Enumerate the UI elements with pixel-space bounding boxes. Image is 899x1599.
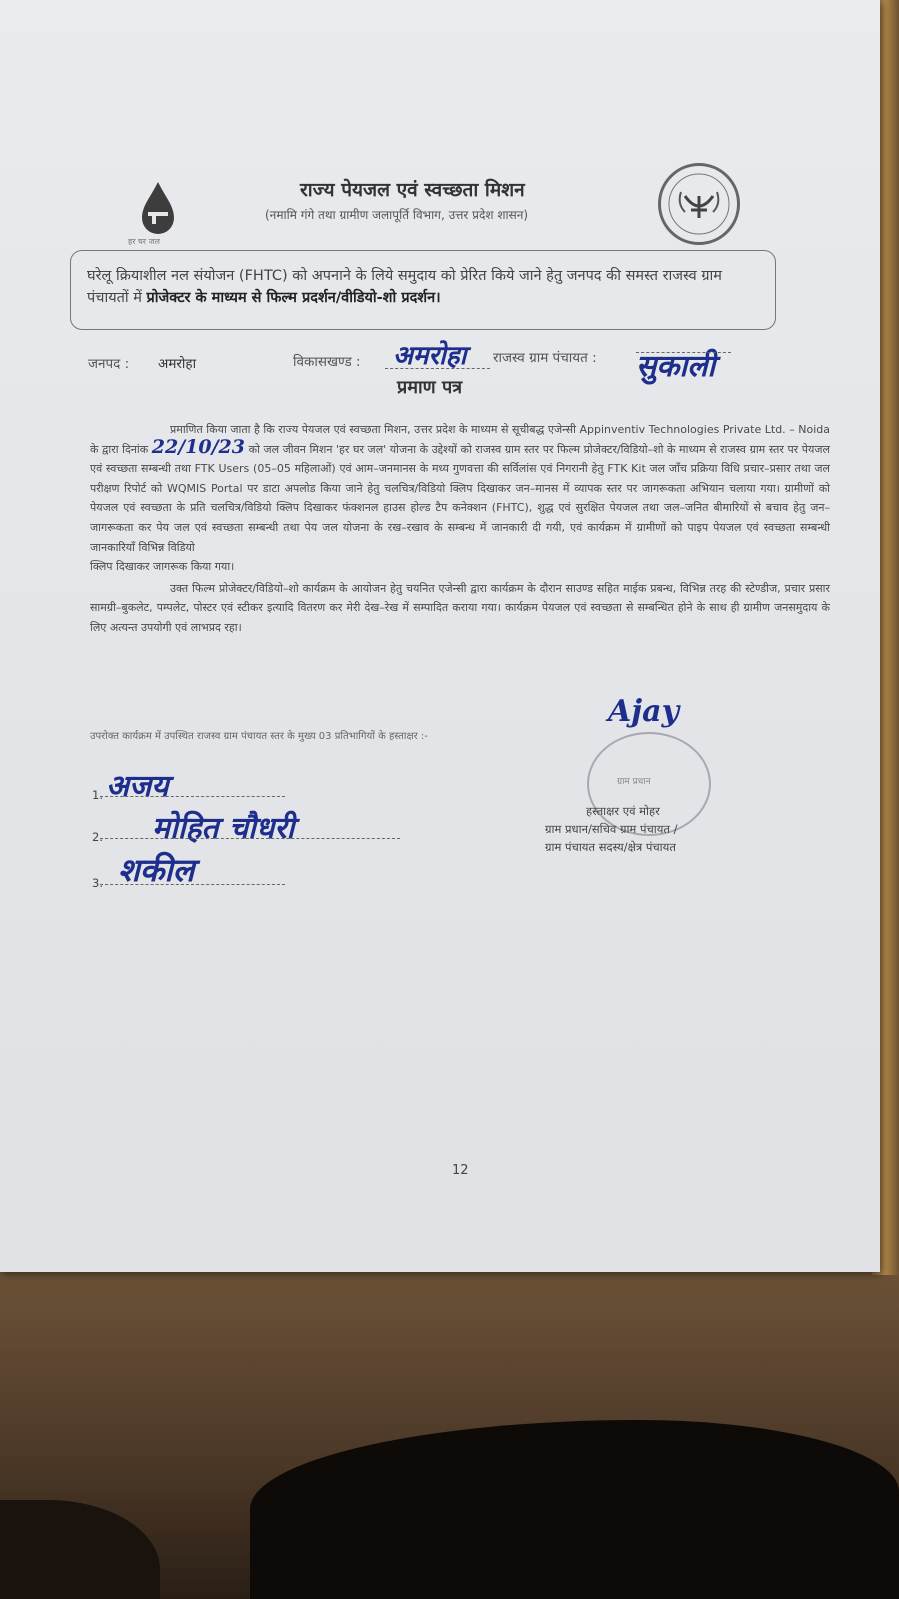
participants-intro: उपरोक्त कार्यक्रम में उपस्थित राजस्व ग्राम पंचायत स्तर के मुख्य 03 प्रतिभागियों के हस्ताक्षर :-: [90, 731, 428, 742]
header-subtitle: (नमामि गंगे तथा ग्रामीण जलापूर्ति विभाग, उत्तर प्रदेश शासन): [265, 208, 529, 222]
district-value: अमरोहा: [158, 356, 197, 372]
emblem-icon: [661, 166, 737, 242]
body-text-part: क्लिप दिखाकर जागरूक किया गया।: [90, 560, 235, 574]
notice-text-bold: प्रोजेक्टर के माध्यम से फिल्म प्रदर्शन/वीडियो-शो प्रदर्शन।: [146, 290, 441, 306]
participant-signature: शकील: [118, 851, 195, 889]
block-label: विकासखण्ड :: [293, 354, 361, 370]
certificate-body: [90, 420, 830, 638]
logo-caption: हर घर जल: [128, 237, 160, 246]
signature-line: [100, 796, 285, 797]
panchayat-label: राजस्व ग्राम पंचायत :: [493, 350, 597, 366]
official-stamp: [587, 732, 711, 836]
notice-text: घरेलू क्रियाशील नल संयोजन (FHTC) को अपनाने के लिये समुदाय को प्रेरित किये जाने हेतु जनपद की समस्त राजस्व ग्राम पंचायतों में: [87, 268, 722, 306]
body-paragraph-1: [90, 420, 830, 557]
body-text-part: को जल जीवन मिशन 'हर घर जल' योजना के उद्देश्यों को राजस्व ग्राम स्तर पर फिल्म प्रोजेक्टर/विडियो–शो के माध्यम से राजस्व ग्राम स्तर पर पेयजल एवं स्वच्छता सम्बन्धी तथा FTK Users (05–05 महिलाओं) एवं आम–जनमानस के मध्य गुणवत्ता की सर्विलांस एवं निगरानी हेतु FTK Kit जल जाँच प्रक्रिया विधि प्रचार–प्रसार तथा जल परीक्षण रिपोर्ट को WQMIS Portal पर डाटा अपलोड किया जाने हेतु चलचित्र/विडियो क्लिप दिखाकर जन–मानस में व्यापक स्तर पर जागरूकता अभियान चलाया गया। ग्रामीणों को पेयजल एवं स्वच्छता के प्रति चलचित्र/विडियो क्लिप दिखाकर फंक्शनल हाउस होल्ड टैप कनेक्शन (FHTC), शुद्ध एवं सुरक्षित पेयजल तथा जल–जनित बीमारियों से बचाव हेतु जन–जागरूकता कर पेय जल एवं स्वच्छता सम्बन्धी तथा पेय जल योजना के रख–रखाव के सम्बन्ध में जानकारी दी गयी, एवं कार्यक्रम में ग्रामीणों को पाइप पेयजल एवं स्वच्छता सम्बन्धी जानकारियाँ विभिन्न विडियो: [90, 442, 831, 554]
date-handwritten: 22/10/23: [151, 435, 245, 458]
signatory-role: ग्राम पंचायत सदस्य/क्षेत्र पंचायत: [545, 840, 676, 854]
district-label: जनपद :: [88, 356, 130, 372]
pradhan-signature: Ajay: [608, 694, 680, 729]
certificate-title: प्रमाण पत्र: [397, 377, 463, 398]
up-government-seal: [658, 163, 740, 245]
har-ghar-jal-logo: [128, 180, 198, 260]
participant-number: 2.: [92, 830, 103, 844]
water-drop-icon: [128, 180, 198, 260]
fill-line: [385, 368, 490, 369]
participant-number: 1.: [92, 788, 103, 802]
participant-number: 3.: [92, 876, 103, 890]
fill-line: [636, 352, 731, 353]
signatory-role: ग्राम प्रधान/सचिव ग्राम पंचायत /: [545, 822, 678, 836]
body-text-part: प्रमाणित किया जाता है कि राज्य पेयजल एवं स्वच्छता मिशन, उत्तर प्रदेश के माध्यम से सूचीबद्ध एजेन्सी Appinventiv Technologies Private Ltd. – Noida के द्वारा दिनांक: [90, 423, 830, 456]
header-title: राज्य पेयजल एवं स्वच्छता मिशन: [300, 179, 525, 201]
signature-caption: हस्ताक्षर एवं मोहर: [586, 804, 660, 818]
panchayat-value-handwritten: सुकाली: [636, 349, 716, 384]
page-number: 12: [452, 1163, 469, 1178]
stamp-text: ग्राम प्रधान: [617, 777, 651, 787]
participant-signature: मोहित चौधरी: [152, 811, 295, 846]
block-value-handwritten: अमरोहा: [393, 341, 467, 371]
body-paragraph-2: उक्त फिल्म प्रोजेक्टर/विडियो–शो कार्यक्रम के आयोजन हेतु चयनित एजेन्सी द्वारा कार्यक्रम के दौरान साउण्ड सहित माईक प्रबन्ध, विभिन्न तरह की स्टेण्डीज, प्रचार प्रसार सामग्री–बुकलेट, पम्पलेट, पोस्टर एवं स्टीकर इत्यादि वितरण कर मेरी देख–रेख में सम्पादित कराया गया। कार्यक्रम पेयजल एवं स्वच्छता से सम्बन्धित होने के साथ ही ग्रामीण जनसमुदाय के लिए अत्यन्त उपयोगी एवं लाभप्रद रहा।: [90, 581, 830, 634]
participant-signature: अजय: [106, 769, 169, 804]
signature-line: [100, 884, 285, 885]
signature-line: [100, 838, 400, 839]
notice-box: [70, 250, 776, 330]
